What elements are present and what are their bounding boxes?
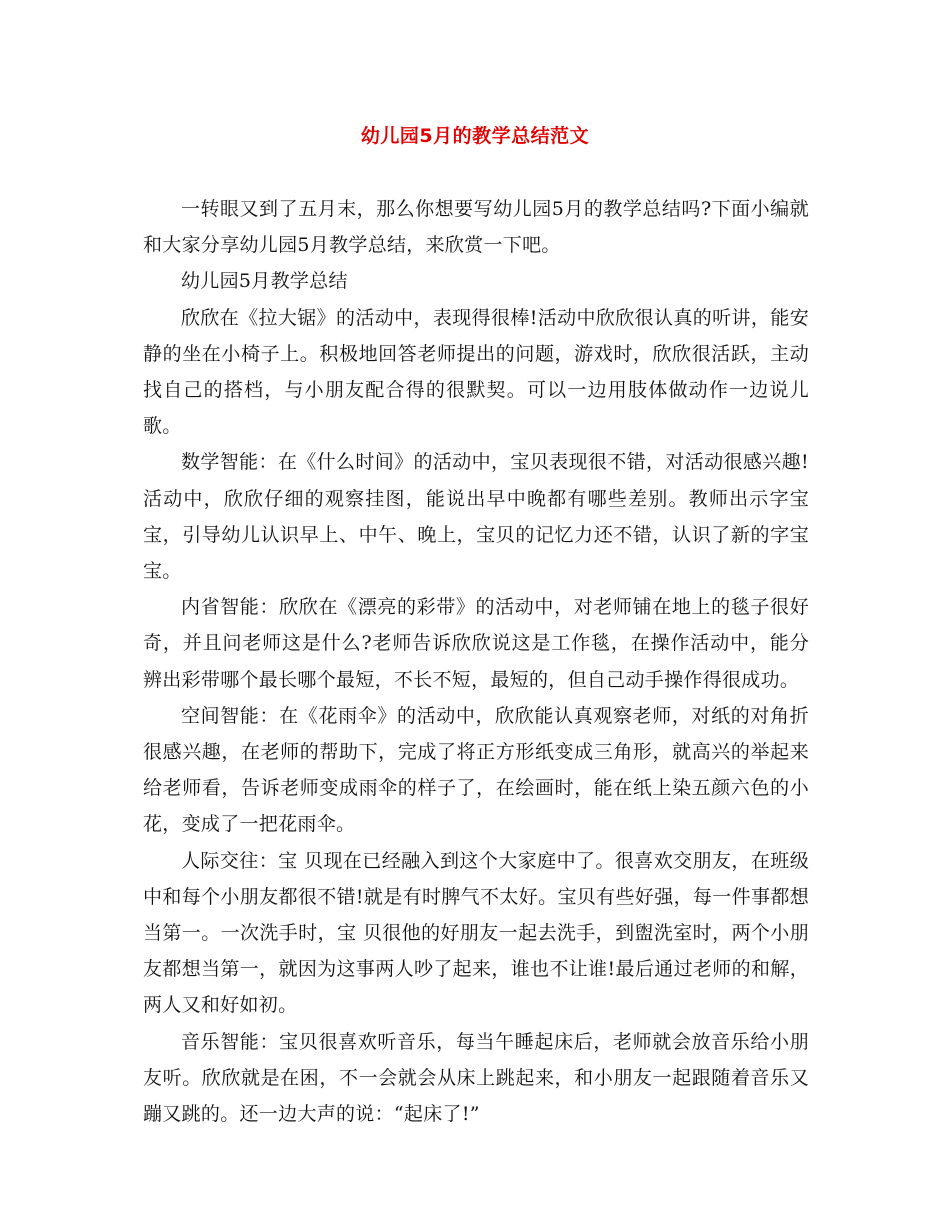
paragraph-math: 数学智能：在《什么时间》的活动中，宝贝表现很不错，对活动很感兴趣!活动中，欣欣仔细的观察挂图，能说出早中晚都有哪些差别。教师出示字宝宝，引导幼儿认识早上、中午、晚上，宝贝的记忆力还不错，认识了新的字宝宝。 (143, 451, 809, 583)
document-body (143, 191, 809, 1132)
paragraph-spatial: 空间智能：在《花雨伞》的活动中，欣欣能认真观察老师，对纸的对角折很感兴趣，在老师的帮助下，完成了将正方形纸变成三角形，就高兴的举起来给老师看，告诉老师变成雨伞的样子了，在绘画时，能在纸上染五颜六色的小花，变成了一把花雨伞。 (143, 704, 809, 836)
paragraph-music: 音乐智能：宝贝很喜欢听音乐，每当午睡起床后，老师就会放音乐给小朋友听。欣欣就是在困，不一会就会从床上跳起来，和小朋友一起跟随着音乐又蹦又跳的。还一边大声的说：“起床了!” (143, 1030, 809, 1126)
intro-paragraph: 一转眼又到了五月末，那么你想要写幼儿园5月的教学总结吗?下面小编就和大家分享幼儿园5月教学总结，来欣赏一下吧。 (143, 198, 809, 257)
paragraph-introspective: 内省智能：欣欣在《漂亮的彩带》的活动中，对老师铺在地上的毯子很好奇，并且问老师这是什么?老师告诉欣欣说这是工作毯，在操作活动中，能分辨出彩带哪个最长哪个最短，不长不短，最短的，但自己动手操作得很成功。 (143, 596, 809, 691)
section-heading: 幼儿园5月教学总结 (181, 270, 348, 293)
document-title: 幼儿园5月的教学总结范文 (360, 125, 590, 147)
paragraph-activity: 欣欣在《拉大锯》的活动中，表现得很棒!活动中欣欣很认真的听讲，能安静的坐在小椅子上。积极地回答老师提出的问题，游戏时，欣欣很活跃，主动找自己的搭档，与小朋友配合得的很默契。可以一边用肢体做动作一边说儿歌。 (143, 306, 809, 438)
paragraph-interpersonal: 人际交往：宝 贝现在已经融入到这个大家庭中了。很喜欢交朋友，在班级中和每个小朋友都很不错!就是有时脾气不太好。宝贝有些好强，每一件事都想当第一。一次洗手时，宝 贝很他的好朋友一起去洗手，到盥洗室时，两个小朋友都想当第一，就因为这事两人吵了起来，谁也不让谁!最后通过老师的和解，两人又和好如初。 (143, 849, 809, 1017)
